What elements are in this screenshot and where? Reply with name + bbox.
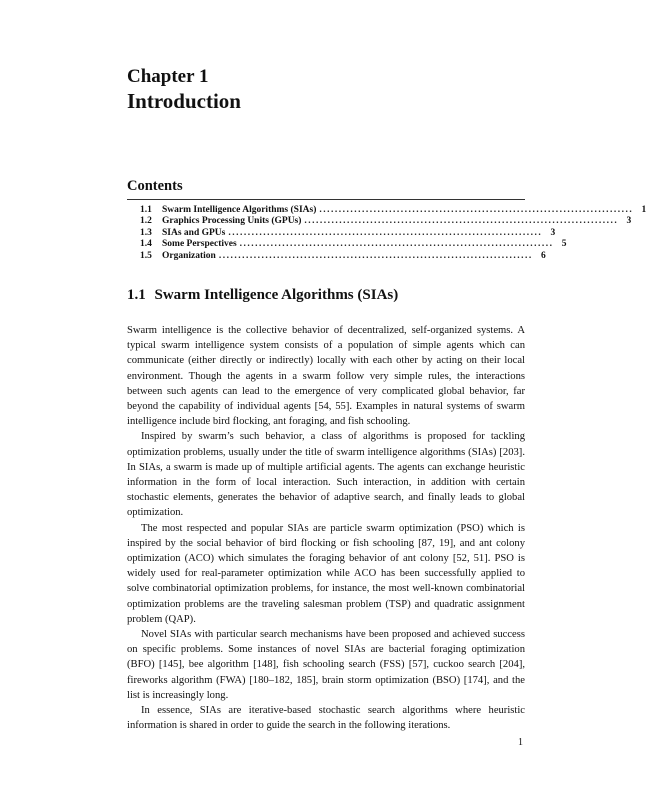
toc-entry-page: 6	[540, 250, 546, 261]
toc-leader-dots: .................................................................................	[218, 250, 533, 261]
page-number: 1	[518, 737, 523, 748]
toc-leader-dots: .................................................................................	[304, 216, 619, 227]
section-number: 1.1	[127, 287, 146, 303]
toc-leader-dots: .................................................................................	[319, 205, 634, 215]
toc-leader-dots: .................................................................................	[228, 227, 543, 238]
toc-entry-title: Some Perspectives	[162, 239, 237, 250]
toc-entry-number: 1.1	[140, 205, 152, 215]
toc-entry-page: 3	[626, 216, 632, 227]
paragraph: Inspired by swarm’s such behavior, a class of algorithms is proposed for tackling optimization problems, usually under the title of swarm intelligence algorithms (SIAs) [203]. In SIAs, a swarm is made up of multiple artificial agents. The agents can exchange heuristic information in the form of local interaction. Such interaction, in addition with certain stochastic elements, generates the behavior of adaptive search, and finally leads to global optimization.	[127, 431, 525, 519]
toc-entry[interactable]	[140, 227, 556, 239]
toc-entry-number: 1.2	[140, 216, 152, 227]
toc-entry-number: 1.4	[140, 239, 152, 250]
toc-entry-page: 1	[641, 205, 647, 215]
section-body	[127, 323, 525, 733]
toc-entry-number: 1.3	[140, 227, 152, 238]
toc-entry-title: Swarm Intelligence Algorithms (SIAs)	[162, 205, 317, 215]
paragraph: Novel SIAs with particular search mechanisms have been proposed and achieved success on specific problems. Some instances of novel SIAs are bacterial foraging optimization (BFO) [145], bee algorithm [148], fish schooling search (FSS) [57], cuckoo search [204], fireworks algorithm (FWA) [180–182, 185], brain storm optimization (BSO) [174], and the list is increasingly long.	[127, 629, 525, 701]
toc-leader-dots: .................................................................................	[239, 239, 554, 250]
toc-entry-number: 1.5	[140, 250, 152, 261]
section-heading	[127, 287, 398, 304]
section-title: Swarm Intelligence Algorithms (SIAs)	[154, 287, 399, 303]
toc-entry-title: Organization	[162, 250, 216, 261]
chapter-title: Introduction	[127, 89, 241, 113]
contents-divider	[127, 199, 525, 200]
paragraph: In essence, SIAs are iterative-based stochastic search algorithms where heuristic information is shared in order to guide the search in the following iterations.	[127, 705, 525, 732]
toc-entry-title: Graphics Processing Units (GPUs)	[162, 216, 302, 227]
toc-entry[interactable]	[140, 239, 567, 250]
table-of-contents	[140, 205, 647, 262]
paragraph: The most respected and popular SIAs are particle swarm optimization (PSO) which is inspired by the social behavior of bird flocking or fish schooling [87, 19], and ant colony optimization (ACO) which simulates the foraging behavior of ant colony [52, 51]. PSO is widely used for real-parameter optimization while ACO has been successfully applied to solve combinatorial optimization problems, for instance, the most well-known combinatorial optimization problems are the traveling salesman problem (TSP) and quadratic assignment problem (QAP).	[127, 522, 525, 625]
contents-heading: Contents	[127, 178, 183, 194]
toc-entry-page: 5	[561, 239, 567, 250]
toc-entry-title: SIAs and GPUs	[162, 227, 226, 238]
toc-entry-page: 3	[550, 227, 556, 238]
toc-entry[interactable]	[140, 205, 647, 216]
chapter-label: Chapter 1	[127, 66, 209, 87]
toc-entry[interactable]	[140, 250, 546, 262]
toc-entry[interactable]	[140, 216, 632, 227]
paragraph: Swarm intelligence is the collective behavior of decentralized, self-organized systems. A typical swarm intelligence system consists of a population of simple agents which can communicate (either directly or indirectly) locally with each other by acting on their local environment. Though the agents in a swarm follow very simple rules, the interactions between such agents can lead to the emergence of very complicated global behavior, far beyond the capability of individual agents [54, 55]. Examples in natural systems of swarm intelligence include bird flocking, ant foraging, and fish schooling.	[127, 325, 525, 428]
